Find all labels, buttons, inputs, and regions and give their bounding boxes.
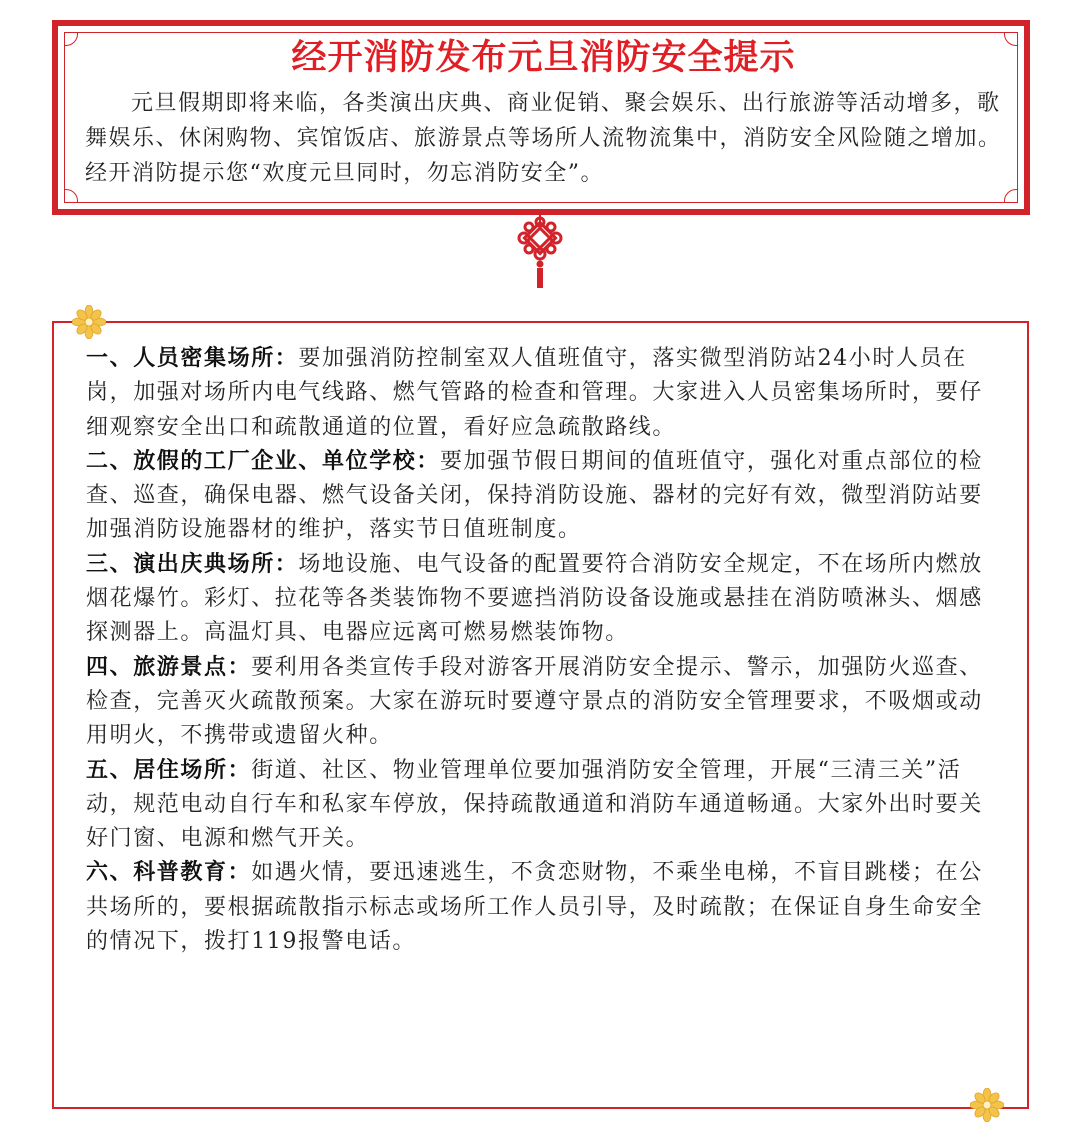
intro-paragraph: 元旦假期即将来临，各类演出庆典、商业促销、聚会娱乐、出行旅游等活动增多，歌舞娱乐、休闲购物、宾馆饭店、旅游景点等场所人流物流集中，消防安全风险随之增加。经开消防提示您“欢度元旦同时，勿忘消防安全”。 [85,91,1002,186]
tip-heading: 四、旅游景点： [86,654,252,680]
tips-list [86,342,998,959]
frame-corner [1004,189,1018,203]
tip-body: 要利用各类宣传手段对游客开展消防安全提示、警示，加强防火巡查、检查，完善灭火疏散预案。大家在游玩时要遵守景点的消防安全管理要求，不吸烟或动用明火，不携带或遗留火种。 [86,654,983,749]
frame-corner [64,189,78,203]
flower-icon [970,1088,1004,1122]
tip-body: 街道、社区、物业管理单位要加强消防安全管理，开展“三清三关”活动，规范电动自行车和私家车停放，保持疏散通道和消防车通道畅通。大家外出时要关好门窗、电源和燃气开关。 [86,757,983,852]
flower-icon [72,305,106,339]
tip-heading: 三、演出庆典场所： [86,551,299,577]
tip-crowded-places [86,342,998,445]
tip-heading: 六、科普教育： [86,860,252,886]
tip-body: 要加强消防控制室双人值班值守，落实微型消防站24小时人员在岗，加强对场所内电气线路、燃气管路的检查和管理。大家进入人员密集场所时，要仔细观察安全出口和疏散通道的位置，看好应急疏散路线。 [86,346,983,440]
chinese-knot-icon [512,210,568,292]
tip-factories-schools [86,445,998,548]
tip-residential [86,754,998,857]
tip-education [86,856,998,959]
tip-performance-venues [86,548,998,651]
page-title: 经开消防发布元旦消防安全提示 [291,38,796,78]
tip-body: 要加强节假日期间的值班值守，强化对重点部位的检查、巡查，确保电器、燃气设备关闭，保持消防设施、器材的完好有效，微型消防站要加强消防设施器材的维护，落实节日值班制度。 [86,448,983,543]
tip-heading: 一、人员密集场所： [86,346,299,371]
tip-tourist-sites [86,651,998,754]
tip-body: 如遇火情，要迅速逃生，不贪恋财物，不乘坐电梯，不盲目跳楼；在公共场所的，要根据疏散指示标志或场所工作人员引导，及时疏散；在保证自身生命安全的情况下，拨打119报警电话。 [86,860,983,955]
tip-heading: 五、居住场所： [86,757,252,783]
tip-heading: 二、放假的工厂企业、单位学校： [86,448,441,474]
tip-body: 场地设施、电气设备的配置要符合消防安全规定，不在场所内燃放烟花爆竹。彩灯、拉花等各类装饰物不要遮挡消防设备设施或悬挂在消防喷淋头、烟感探测器上。高温灯具、电器应远离可燃易燃装饰物。 [86,551,983,646]
